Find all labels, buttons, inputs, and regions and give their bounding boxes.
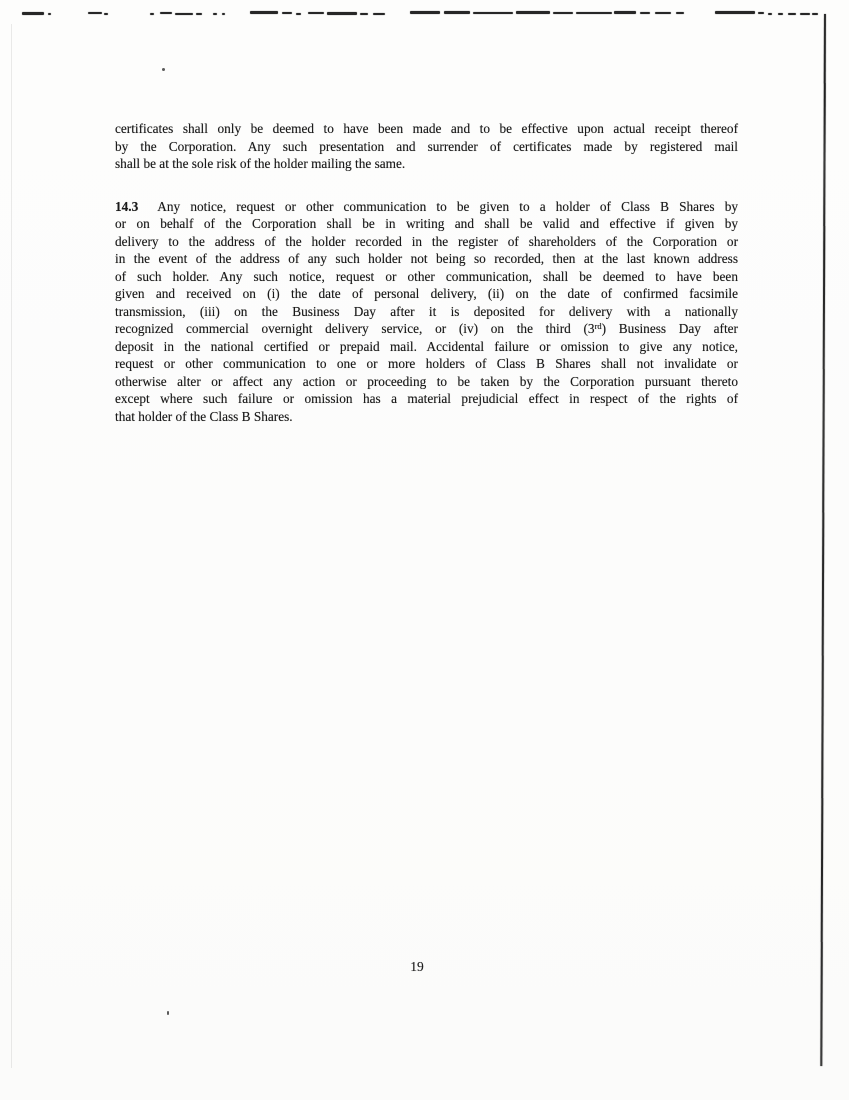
scan-speck (162, 68, 165, 71)
scan-mark (758, 12, 764, 14)
text-line: 14.3 Any notice, request or other communication to be given to a holder of Class B Shares by (115, 198, 738, 214)
text-line: in the event of the address of any such holder not being so recorded, then at the last known address (115, 251, 738, 266)
paragraph (115, 120, 738, 173)
scan-mark (640, 12, 650, 14)
superscript: rd (594, 321, 602, 331)
scan-mark (553, 12, 573, 14)
scan-mark (360, 13, 368, 15)
text-line: given and received on (i) the date of personal delivery, (ii) on the date of confirmed facsimile (115, 286, 738, 301)
text-line: that holder of the Class B Shares. (115, 408, 293, 424)
text-line: shall be at the sole risk of the holder mailing the same. (115, 156, 406, 171)
scan-mark (150, 13, 154, 15)
scan-mark (576, 12, 612, 14)
text-line: transmission, (iii) on the Business Day after it is deposited for delivery with a nationally (115, 303, 738, 319)
body-text (115, 120, 738, 450)
scan-speck (167, 1011, 169, 1015)
scan-mark (175, 13, 193, 15)
scan-mark (104, 13, 108, 15)
text-line: by the Corporation. Any such presentation and surrender of certificates made by registered mail (115, 138, 738, 154)
page-number: 19 (410, 959, 424, 974)
scan-mark (768, 13, 772, 15)
scan-mark (250, 11, 278, 14)
text-line: otherwise alter or affect any action or proceeding to be taken by the Corporation pursuant thereto (115, 373, 738, 389)
scan-mark (196, 13, 202, 15)
scan-mark (800, 13, 810, 15)
scan-mark (222, 13, 225, 15)
scan-mark (308, 12, 324, 14)
scan-mark (213, 13, 217, 15)
scan-mark (812, 13, 818, 15)
scan-mark (516, 11, 550, 14)
scan-mark (614, 11, 636, 14)
scan-mark (327, 12, 357, 15)
scan-mark (788, 13, 796, 15)
scan-mark (676, 12, 684, 14)
section-number: 14.3 (115, 198, 139, 214)
scan-mark (282, 12, 292, 14)
scan-line-artifact (820, 14, 826, 1066)
scan-mark (160, 12, 172, 14)
text-line: except where such failure or omission has a material prejudicial effect in respect of the rights of (115, 391, 738, 406)
text-line: certificates shall only be deemed to have been made and to be effective upon actual receipt thereof (115, 121, 738, 136)
scan-mark (655, 12, 671, 14)
text-line: recognized commercial overnight delivery service, or (iv) on the third (3rd) Business Day after (115, 321, 738, 336)
scan-mark (444, 11, 470, 14)
scan-mark (778, 13, 783, 15)
scan-mark (88, 12, 102, 14)
scan-mark (296, 13, 301, 15)
scan-mark (22, 12, 44, 15)
text-line: delivery to the address of the holder recorded in the register of shareholders of the Corporation or (115, 233, 738, 249)
text-line: or on behalf of the Corporation shall be in writing and shall be valid and effective if given by (115, 216, 738, 231)
scan-mark (410, 11, 440, 14)
scan-mark (473, 12, 513, 14)
scan-mark (373, 13, 385, 15)
text-line: of such holder. Any such notice, request or other communication, shall be deemed to have been (115, 268, 738, 284)
paragraph (115, 198, 738, 426)
text-line: request or other communication to one or more holders of Class B Shares shall not invalidate or (115, 356, 738, 371)
page-left-edge (11, 24, 12, 1068)
text-line: deposit in the national certified or prepaid mail. Accidental failure or omission to give any notice, (115, 338, 738, 354)
scan-mark (715, 11, 755, 14)
scan-mark (48, 13, 51, 15)
